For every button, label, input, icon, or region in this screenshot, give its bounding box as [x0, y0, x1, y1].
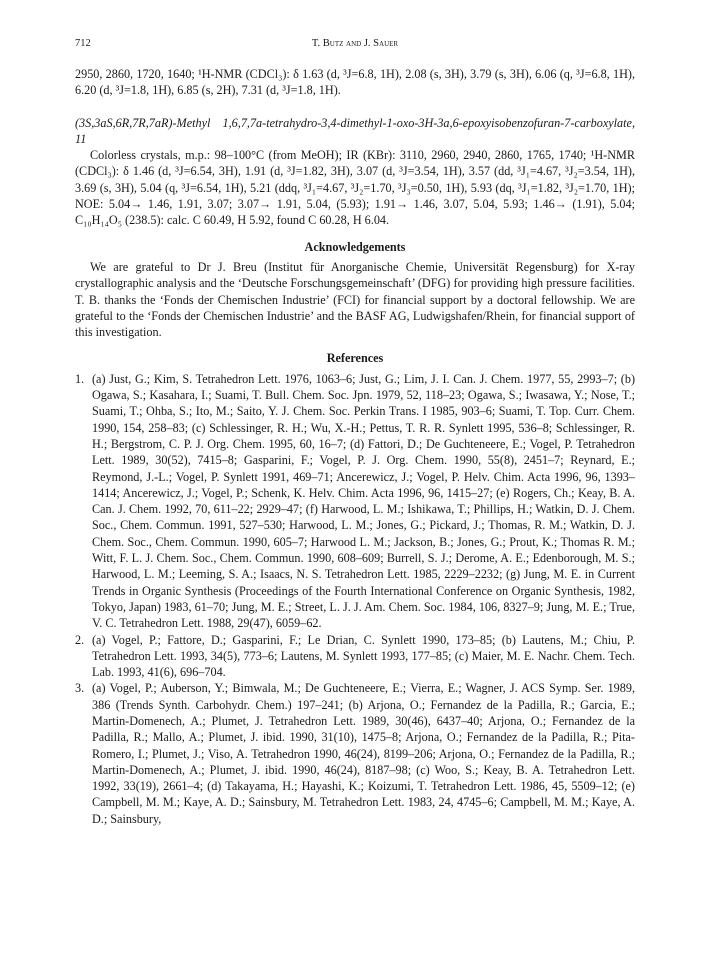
- reference-number: 3.: [75, 681, 85, 696]
- reference-text: (a) Just, G.; Kim, S. Tetrahedron Lett. 1976, 1063–6; Just, G.; Lim, J. I. Can. J. Chem. 1977, 55, 2993–7; (b) Ogawa, S.; Kasahara, I.; Suami, T. Bull. Chem. Soc. Jpn. 1979, 52, 118–23; Ogawa, S.; Iwasawa, Y.; Nose, T.; Suami, T.; Ohba, S.; Ito, M.; Saito, Y. J. Chem. Soc. Perkin Trans. I 1985, 903–6; Suami, T. Top. Curr. Chem. 1990, 154, 258–83; (c) Schlessinger, R. H.; Wu, X.-H.; Pettus, T. R. R. Synlett 1995, 536–8; Schlessinger, R. H.; Bergstrom, C. P. J. Org. Chem. 1995, 60, 16–7; (d) Fattori, D.; De Guchteneere, E.; Vogel, P. Tetrahedron Lett. 1989, 30(52), 7415–8; Gasparini, F.; Vogel, P. J. Org. Chem. 1990, 55(8), 2451–7; Reynard, E.; Reymond, J.-L.; Vogel, P. Synlett 1991, 469–71; Ancerewicz, J.; Vogel, P. Helv. Chim. Acta 1996, 96, 1393–1414; Ancerewicz, J.; Vogel, P.; Schenk, K. Helv. Chim. Acta 1996, 96, 1415–27; (e) Rogers, Ch.; Keay, B. A. Can. J. Chem. 1992, 70, 611–22; 2929–47; (f) Harwood, L. M.; Ishikawa, T.; Phillips, H.; Watkin, D. J. Chem. Soc., Chem. Commun. 1991, 527–530; Harwood, L. M.; Jones, G.; Pickard, J.; Thomas, R. M.; Watkin, D. J. Chem. Soc., Chem. Commun. 1990, 605–7; Harwood L. M.; Jackson, B.; Jones, G.; Prout, K.; Thomas R. M.; Witt, F. L. J. Chem. Soc., Chem. Commun. 1990, 608–609; Burrell, S. J.; Derome, A. E.; Edenborough, M. S.; Harwood, L. M.; Leeming, S. A.; Isaacs, N. S. Tetrahedron Lett. 1985, 2229–2232; (g) Jung, M. E. in Current Trends in Organic Synthesis (Proceedings of the Fourth International Conference on Organic Synthesis, 1982, Tokyo, Japan) 1983, 61–70; Jung, M. E.; Street, L. J. J. Am. Chem. Soc. 1984, 106, 8327–9; Jung, M. E.; True, V. C. Tetrahedron Lett. 1988, 29(47), 6059–62.: [92, 371, 635, 631]
- compound-description: Colorless crystals, m.p.: 98–100°C (from MeOH); IR (KBr): 3110, 2960, 2940, 2860, 1765, 1740; ¹H-NMR (CDCl₃): δ 1.46 (d, ³J=6.54, 3H), 1.91 (d, ³J=1.82, 3H), 3.07 (d, ³J=3.54, 1H), 3.57 (dd, ³J₁=4.67, ³J₂=3.54, 1H), 3.69 (s, 3H), 5.04 (q, ³J=6.54, 1H), 5.21 (ddq, ³J₁=4.67, ³J₂=1.70, ³J₃=0.50, 1H), 5.93 (dq, ³J₁=1.82, ³J₂=1.70, 1H); NOE: 5.04→ 1.46, 1.91, 3.07; 3.07→ 1.91, 5.04, (5.93); 1.91→ 1.46, 3.07, 5.04, 5.93; 1.46→ (1.91), 5.04; C₁₀H₁₄O₅ (238.5): calc. C 60.49, H 5.92, found C 60.28, H 6.04.: [75, 148, 635, 228]
- running-head: [75, 38, 635, 54]
- reference-list: [75, 371, 635, 827]
- compound-title: (3S,3aS,6R,7R,7aR)-Methyl 1,6,7,7a-tetrahydro-3,4-dimethyl-1-oxo-3H-3a,6-epoxyisobenzofuran-7-carboxylate, 11: [75, 115, 635, 146]
- reference-number: 1.: [75, 371, 85, 386]
- spectral-data-continued: 2950, 2860, 1720, 1640; ¹H-NMR (CDCl₃): δ 1.63 (d, ³J=6.8, 1H), 2.08 (s, 3H), 3.79 (s, 3H), 6.06 (q, ³J=6.8, 1H), 6.20 (d, ³J=1.8, 1H), 6.85 (s, 2H), 7.31 (d, ³J=1.8, 1H).: [75, 67, 635, 98]
- reference-text: (a) Vogel, P.; Auberson, Y.; Bimwala, M.; De Guchteneere, E.; Vierra, E.; Wagner, J. ACS Symp. Ser. 1989, 386 (Trends Synth. Carbohydr. Chem.) 197–241; (b) Arjona, O.; Fernandez de la Padilla, R.; Garcia, E.; Martin-Domenech, A.; Plumet, J. Tetrahedron Lett. 1989, 30(46), 6437–40; Arjona, O.; Fernandez de la Padilla, R.; Mallo, A.; Plumet, J. ibid. 1990, 31(10), 1475–8; Arjona, O.; Fernandez de la Padilla, R.; Pita-Romero, I.; Plumet, J.; Viso, A. Tetrahedron 1990, 46(24), 8199–206; Arjona, O.; Fernandez de la Padilla, R.; Martin-Domenech, A.; Plumet, J. ibid. 1990, 46(24), 8187–98; (c) Woo, S.; Keay, B. A. Tetrahedron Lett. 1992, 33(19), 2661–4; (d) Takayama, H.; Hayashi, K.; Koizumi, T. Tetrahedron Lett. 1986, 45, 5509–12; (e) Campbell, M. M.; Kaye, A. D.; Sainsbury, M. Tetrahedron Lett. 1983, 24, 4745–6; Campbell, M. M.; Kaye, A. D.; Sainsbury,: [92, 681, 635, 826]
- reference-text: (a) Vogel, P.; Fattore, D.; Gasparini, F.; Le Drian, C. Synlett 1990, 173–85; (b) Lautens, M.; Chiu, P. Tetrahedron Lett. 1993, 34(5), 773–6; Lautens, M. Synlett 1993, 177–85; (c) Maier, M. E. Nachr. Chem. Tech. Lab. 1993, 41(6), 696–704.: [92, 632, 635, 680]
- article-body: [75, 66, 635, 827]
- reference-item: [75, 680, 635, 827]
- running-head-authors: T. Butz and J. Sauer: [311, 38, 399, 49]
- acknowledgements-heading: Acknowledgements: [304, 239, 406, 254]
- reference-item: [75, 371, 635, 632]
- page-number: 712: [75, 38, 91, 49]
- references-heading: References: [326, 351, 384, 366]
- reference-number: 2.: [75, 632, 85, 647]
- reference-item: [75, 632, 635, 681]
- acknowledgements-text: We are grateful to Dr J. Breu (Institut für Anorganische Chemie, Universität Regensburg) for X-ray crystallographic analysis and the ‘Deutsche Forschungsgemeinschaft’ (DFG) for providing high pressure facilities. T. B. thanks the ‘Fonds der Chemischen Industrie’ (FCI) for financial support by a doctoral fellowship. We are grateful to the ‘Fonds der Chemischen Industrie’ and the BASF AG, Ludwigshafen/Rhein, for financial support of this investigation.: [75, 259, 635, 340]
